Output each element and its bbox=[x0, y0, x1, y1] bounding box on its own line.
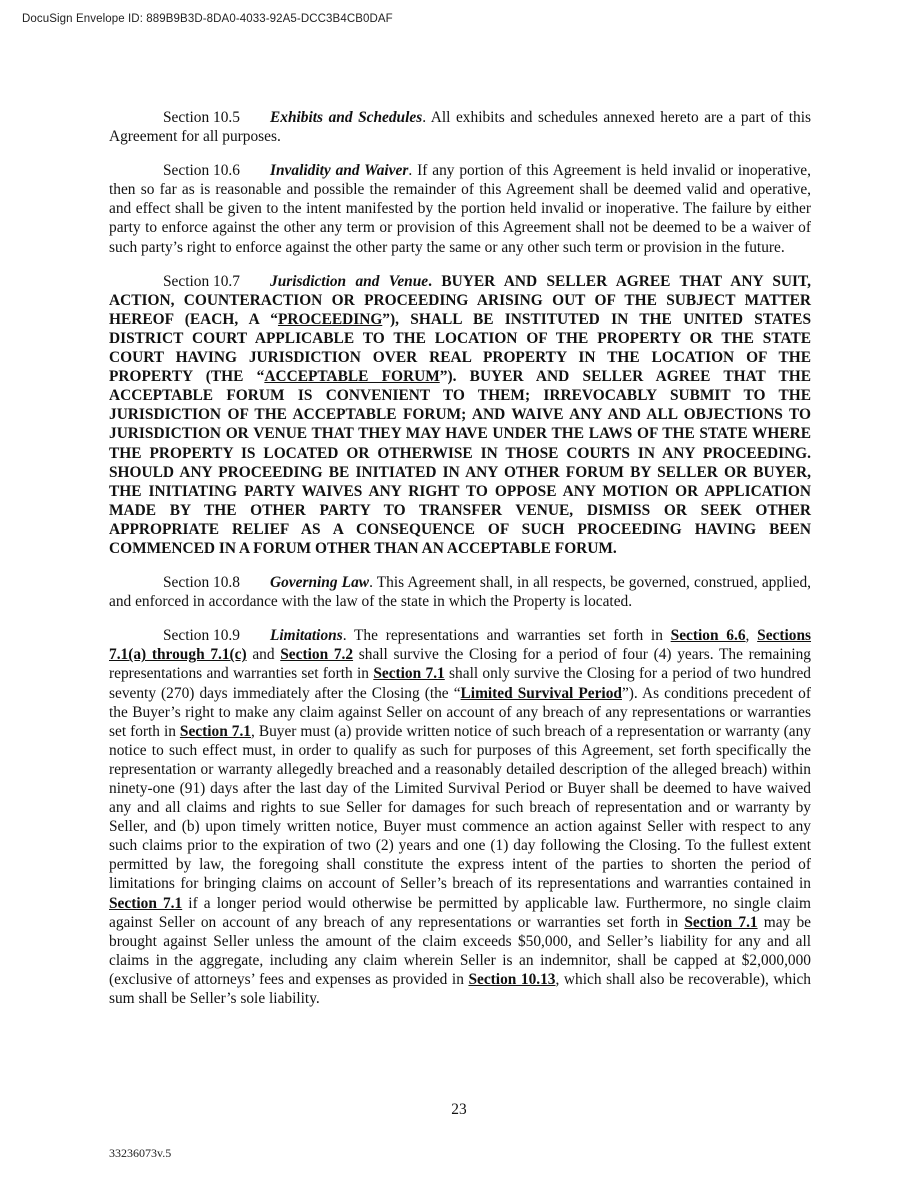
section-10-6 bbox=[109, 161, 811, 256]
section-heading: Exhibits and Schedules bbox=[270, 109, 423, 126]
section-10-5 bbox=[109, 108, 811, 146]
document-id-footer: 33236073v.5 bbox=[109, 1146, 172, 1160]
defined-term-acceptable-forum: ACCEPTABLE FORUM bbox=[264, 368, 440, 386]
section-number: Section 10.8 bbox=[163, 574, 240, 592]
section-10-8 bbox=[109, 573, 811, 611]
section-10-7 bbox=[109, 272, 811, 558]
section-text: , Buyer must (a) provide written notice of such breach of a representation or warranty (any notice to such effect must, in order to qualify as such for purposes of this Agreement, set forth specifically the representation or warranty allegedly breached and a reasonably detailed description of the alleged breach) within ninety-one (91) days after the last day of the Limited Survival Period or Buyer shall be deemed to have waived any and all claims and rights to sue Seller for damages for such breach of representation and or warranty by Seller, and (b) upon timely written notice, Buyer must commence an action against Seller with respect to any such claims prior to the expiration of two (2) years and one (1) day following the Closing. To the fullest extent permitted by law, the foregoing shall constitute the express intent of the parties to shorten the period of limitations for bringing claims on account of Seller’s breach of its representations and warranties contained in bbox=[109, 722, 811, 893]
section-text: . If any portion of this Agreement is held invalid or inoperative, then so far as is reasonable and possible the remainder of this Agreement shall be deemed valid and operative, and effect shall be given to the intent manifested by the portion held invalid or inoperative. The failure by either party to enforce against the other any term or provision of this Agreement shall not be deemed to be a waiver of such party’s right to enforce against the other party the same or any other such term or provision in the future. bbox=[109, 162, 811, 256]
section-number: Section 10.5 bbox=[163, 109, 240, 126]
cross-reference: Sections 7.1(a) through 7.1(c) bbox=[109, 627, 812, 664]
cross-reference: Section 7.1 bbox=[179, 722, 251, 740]
section-text: ”), SHALL BE INSTITUTED IN THE UNITED STATES DISTRICT COURT APPLICABLE TO THE LOCATION OF THE PROPERTY OR THE STATE COURT HAVING JURISDICTION OVER REAL PROPERTY IN THE LOCATION OF THE PROPERTY (THE “ bbox=[109, 310, 812, 386]
cross-reference: Section 7.2 bbox=[280, 646, 354, 664]
section-number: Section 10.6 bbox=[163, 162, 240, 180]
cross-reference: Section 6.6 bbox=[670, 627, 746, 645]
section-text: , bbox=[745, 627, 758, 645]
document-body bbox=[109, 108, 811, 1023]
section-text: and bbox=[246, 646, 281, 664]
cross-reference: Section 7.1 bbox=[109, 894, 183, 912]
section-text: ”). BUYER AND SELLER AGREE THAT THE ACCEPTABLE FORUM IS CONVENIENT TO THEM; IRREVOCABLY SUBMIT TO THE JURISDICTION OF THE ACCEPTABLE FORUM; AND WAIVE ANY AND ALL OBJECTIONS TO JURISDICTION OR VENUE THAT THEY MAY HAVE UNDER THE LAWS OF THE STATE WHERE THE PROPERTY IS LOCATED OR OTHERWISE IN THOSE COURTS IN ANY PROCEEDING. SHOULD ANY PROCEEDING BE INITIATED IN ANY OTHER FORUM BY SELLER OR BUYER, THE INITIATING PARTY WAIVES ANY RIGHT TO OPPOSE ANY MOTION OR APPLICATION MADE BY THE OTHER PARTY TO TRANSFER VENUE, DISMISS OR SEEK OTHER APPROPRIATE RELIEF AS A CONSEQUENCE OF SUCH PROCEEDING HAVING BEEN COMMENCED IN A FORUM OTHER THAN AN ACCEPTABLE FORUM. bbox=[109, 368, 811, 557]
section-heading: Governing Law bbox=[270, 574, 370, 592]
section-text: . All exhibits and schedules annexed hereto are a part of this Agreement for all purposes. bbox=[109, 109, 811, 146]
section-text: shall only survive the Closing for a period of two hundred seventy (270) days immediately after the Closing (the “ bbox=[109, 665, 811, 702]
docusign-envelope-id: DocuSign Envelope ID: 889B9B3D-8DA0-4033-92A5-DCC3B4CB0DAF bbox=[22, 13, 393, 25]
cross-reference: Section 7.1 bbox=[373, 665, 445, 683]
section-text: , which shall also be recoverable), which sum shall be Seller’s sole liability. bbox=[109, 970, 811, 1008]
page-number: 23 bbox=[451, 1101, 467, 1118]
cross-reference: Section 7.1 bbox=[684, 913, 758, 931]
section-heading: Limitations bbox=[270, 627, 343, 645]
section-10-9 bbox=[109, 626, 811, 1008]
section-text: shall survive the Closing for a period of four (4) years. The remaining representations and warranties set forth in bbox=[109, 646, 811, 683]
cross-reference: Section 10.13 bbox=[468, 970, 556, 988]
section-text: ”). As conditions precedent of the Buyer’s right to make any claim against Seller on account of any breach of any representations or warranties set forth in bbox=[109, 684, 811, 740]
section-text: may be brought against Seller unless the amount of the claim exceeds $50,000, and Seller’s liability for any and all claims in the aggregate, including any claim wherein Seller is an indemnitor, shall be capped at $2,000,000 (exclusive of attorneys’ fees and expenses as provided in bbox=[109, 913, 811, 988]
defined-term-limited-survival-period: Limited Survival Period bbox=[460, 684, 622, 702]
section-text: . BUYER AND SELLER AGREE THAT ANY SUIT, ACTION, COUNTERACTION OR PROCEEDING ARISING OUT OF THE SUBJECT MATTER HEREOF (EACH, A “ bbox=[109, 272, 811, 328]
defined-term-proceeding: PROCEEDING bbox=[277, 310, 383, 328]
section-heading: Jurisdiction and Venue bbox=[270, 272, 429, 290]
section-heading: Invalidity and Waiver bbox=[270, 162, 409, 180]
section-text: if a longer period would otherwise be permitted by applicable law. Furthermore, no single claim against Seller on account of any breach of any representations or warranties set forth in bbox=[109, 894, 811, 931]
section-number: Section 10.7 bbox=[163, 272, 240, 290]
section-text: . This Agreement shall, in all respects, be governed, construed, applied, and enforced in accordance with the law of the state in which the Property is located. bbox=[109, 574, 812, 611]
section-number: Section 10.9 bbox=[163, 627, 240, 645]
section-text: . The representations and warranties set forth in bbox=[342, 627, 671, 645]
